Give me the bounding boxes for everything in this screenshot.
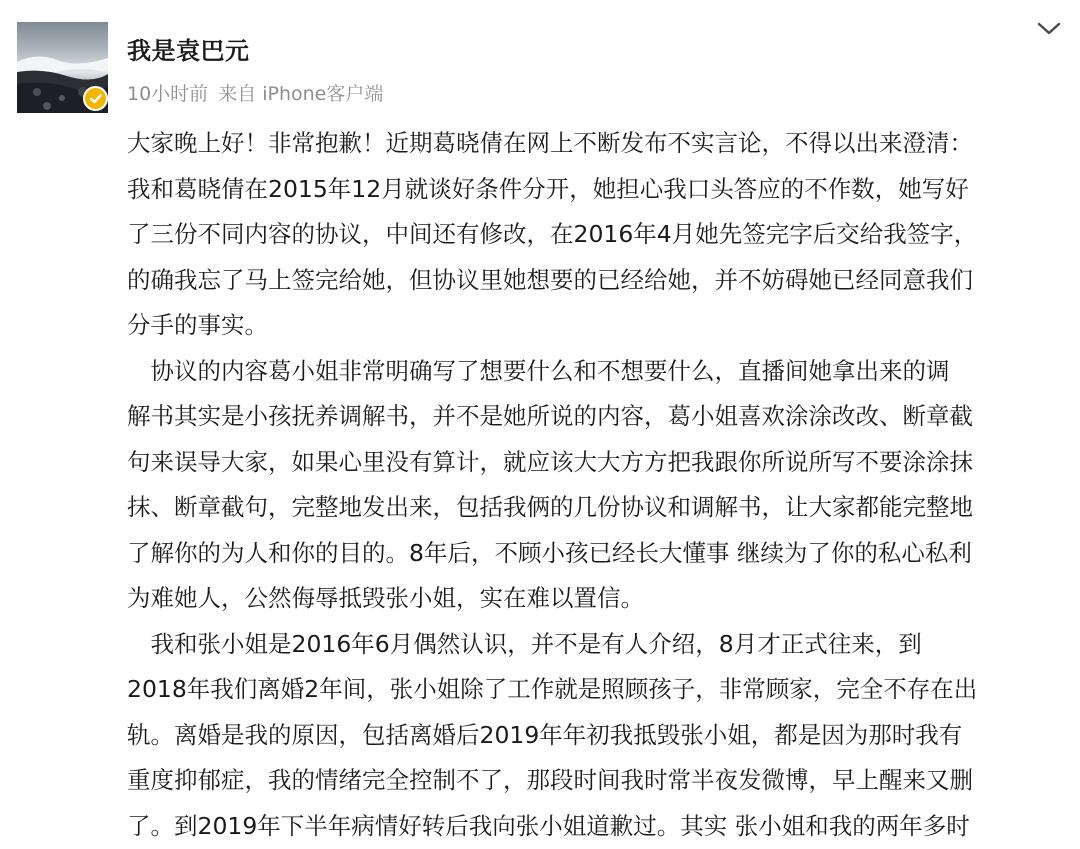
verified-badge-icon [83, 86, 108, 111]
author-name[interactable]: 我是袁巴元 [127, 31, 250, 66]
post-source: 来自 iPhone客户端 [218, 83, 383, 105]
body-line: 重度抑郁症，我的情绪完全控制不了，那段时间我时常半夜发微博，早上醒来又删 [127, 758, 1067, 804]
avatar[interactable] [17, 22, 108, 113]
body-line: 了解你的为人和你的目的。8年后，不顾小孩已经长大懂事 继续为了你的私心私利 [127, 531, 1067, 577]
body-line: 为难她人，公然侮辱抵毁张小姐，实在难以置信。 [127, 576, 1067, 622]
body-line: 我和葛晓倩在2015年12月就谈好条件分开，她担心我口头答应的不作数，她写好 [127, 167, 1067, 213]
chevron-down-icon[interactable] [1034, 18, 1064, 40]
body-line: 2018年我们离婚2年间，张小姐除了工作就是照顾孩子，非常顾家，完全不存在出 [127, 667, 1067, 713]
body-line: 的确我忘了马上签完给她，但协议里她想要的已经给她，并不妨碍她已经同意我们 [127, 258, 1067, 304]
post-body [127, 121, 1067, 849]
post-meta [127, 79, 383, 106]
body-line: 抹、断章截句，完整地发出来，包括我俩的几份协议和调解书，让大家都能完整地 [127, 485, 1067, 531]
body-line: 句来误导大家，如果心里没有算计，就应该大大方方把我跟你所说所写不要涂涂抹 [127, 440, 1067, 486]
body-line: 大家晚上好！非常抱歉！近期葛晓倩在网上不断发布不实言论，不得以出来澄清： [127, 121, 1067, 167]
body-line: 了三份不同内容的协议，中间还有修改，在2016年4月她先签完字后交给我签字， [127, 212, 1067, 258]
post-time: 10小时前 [127, 83, 208, 105]
body-line: 轨。离婚是我的原因，包括离婚后2019年年初我抵毁张小姐，都是因为那时我有 [127, 713, 1067, 759]
body-line: 协议的内容葛小姐非常明确写了想要什么和不想要什么，直播间她拿出来的调 [127, 349, 1067, 395]
body-line: 了。到2019年下半年病情好转后我向张小姐道歉过。其实 张小姐和我的两年多时 [127, 804, 1067, 849]
body-line: 分手的事实。 [127, 303, 1067, 349]
body-line: 解书其实是小孩抚养调解书，并不是她所说的内容，葛小姐喜欢涂涂改改、断章截 [127, 394, 1067, 440]
body-line: 我和张小姐是2016年6月偶然认识，并不是有人介绍，8月才正式往来，到 [127, 622, 1067, 668]
